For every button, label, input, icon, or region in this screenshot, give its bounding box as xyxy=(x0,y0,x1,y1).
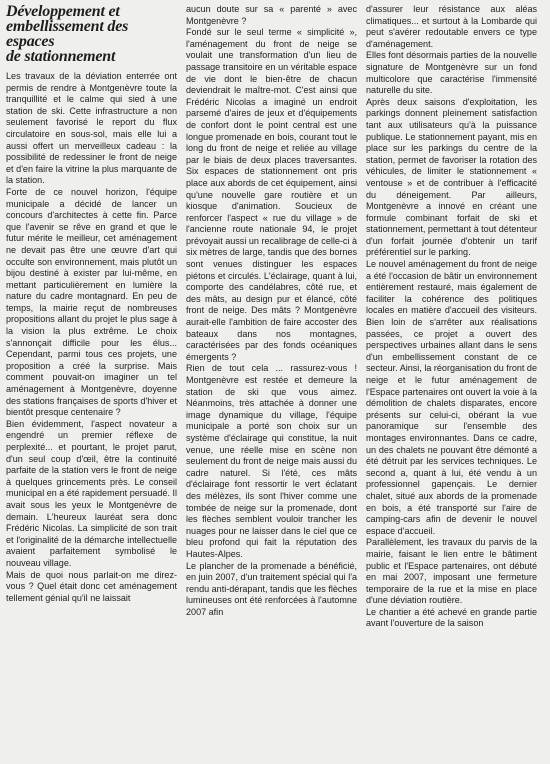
paragraph: Mais de quoi nous parlait-on me direz-vous ? Quel était donc cet aménagement tellement génial qu'il ne laissait xyxy=(6,569,177,603)
paragraph: Bien évidemment, l'aspect novateur a engendré un premier réflexe de perplexité... et pourtant, le projet parut, d'un seul coup d'œil, être la continuité parfaite de la station vers le front de neige à quelques grincements près. Le conseil municipal en a été rapidement persuadé. Il avait sous les yeux le Montgenèvre de demain. L'heureux lauréat sera donc Frédéric Nicolas. La simplicité de son trait et l'originalité de la démarche intellectuelle avaient parfaitement symbolisé le nouveau village. xyxy=(6,418,177,568)
column-3 xyxy=(366,4,537,764)
paragraph: Rien de tout cela ... rassurez-vous ! Montgenèvre est restée et demeure la station de ski que vous aimez. Néanmoins, très attachée à donner une image dynamique du village, l'équipe municipale a porté son choix sur un système d'éclairage qui constitue, la nuit venue, une réelle mise en scène non seulement du front de neige mais aussi du cadre naturel. Si l'été, ces mâts d'éclairage font ressortir le vert éclatant des mélèzes, ils sont l'hiver comme une tombée de neige sur la promenade, dont les flèches semblent vouloir trancher les nuages pour ne laisser dans le ciel que ce bleu profond qui fait la réputation des Hautes-Alpes. xyxy=(186,363,357,559)
paragraph: Le chantier a été achevé en grande partie avant l'ouverture de la saison xyxy=(366,606,537,629)
column-1 xyxy=(6,4,177,764)
paragraph: d'assurer leur résistance aux aléas climatiques... et surtout à la Lombarde qui peut s'avérer redoutable envers ce type d'aménagement. xyxy=(366,4,537,49)
paragraph: Le plancher de la promenade a bénéficié, en juin 2007, d'un traitement spécial qui l'a rendu anti-dérapant, tandis que les flèches lumineuses ont été renforcées à l'automne 2007 afin xyxy=(186,560,357,617)
paragraph: Le nouvel aménagement du front de neige a été l'occasion de bâtir un environnement entièrement restauré, mais également de faciliter la cohérence des politiques locales en matière d'accueil des visiteurs. Bien loin de s'arrêter aux réalisations passées, ce projet a ouvert des perspectives urbaines allant dans le sens d'un embellissement constant de ce secteur. Ainsi, la réorganisation du front de neige et le futur aménagement de l'Espace partenaires ont ouvert la voie à la démolition de chalets disparates, encore présents sur celui-ci, obérant la vue panoramique sur l'ensemble des montages environnantes. Dans ce cadre, un des chalets ne pouvant être démonté a été détruit par les services techniques. Le second a, quant à lui, été vendu à un professionnel gapençais. Le dernier chalet, situé aux abords de la promenade en bois, a été transporté sur l'aire de camping-cars afin de devenir le nouvel espace d'accueil. xyxy=(366,259,537,536)
column-2 xyxy=(186,4,357,764)
paragraph: Elles font désormais parties de la nouvelle signature de Montgenèvre sur un fond multicolore que caractérise l'immensité naturelle du site. xyxy=(366,50,537,96)
paragraph: Après deux saisons d'exploitation, les parkings donnent pleinement satisfaction tant aux utilisateurs qu'à la puissance publique. Le stationnement payant, mis en place sur les parkings du centre de la station, permet de favoriser la rotation des véhicules, de limiter le stationnement « ventouse » et de contribuer à l'efficacité du déneigement. Par ailleurs, Montgenèvre a innové en créant une formule combinant forfait de ski et stationnement, permettant à tout détenteur d'un forfait journée d'obtenir un tarif préférentiel sur le parking. xyxy=(366,96,537,258)
title-line: espaces xyxy=(6,33,55,50)
title-line: de stationnement xyxy=(6,48,116,65)
paragraph: Forte de ce nouvel horizon, l'équipe municipale a décidé de lancer un concours d'architectes à cette fin. Parce que l'avenir se rêve en grand et que le futur mérite le meilleur, cet aménagement ne devait pas être une œuvre d'art qui occulte son environnement, mais plutôt un bijou destiné à exister par lui-même, en mettant particulièrement en lumière la nature du cadre montagnard. En peu de temps, la mairie reçut de nombreuses propositions allant du projet le plus sage à la vision la plus extrême. Le choix s'annonçait difficile pour les élus... Cependant, parmi tous ces projets, une proposition a créé la surprise. Mais comment pouvait-on imaginer un tel aménagement à Montgenèvre, doyenne des stations françaises de sports d'hiver et bientôt presque centenaire ? xyxy=(6,186,177,418)
paragraph: Les travaux de la déviation enterrée ont permis de rendre à Montgenèvre toute la tranquillité et le calme qui sied à une station de ski. Cette infrastructure a non seulement favorisé le report du flux circulatoire en sous-sol, mais elle lui a aussi offert un merveilleux cadeau : la possibilité de redessiner le front de neige et d'en faire la vitrine la plus marquante de la station. xyxy=(6,71,177,186)
paragraph: Fondé sur le seul terme « simplicité », l'aménagement du front de neige se voulait une transformation d'un lieu de passage transitoire en un véritable espace de vie dont le bien-être de chacun deviendrait le maître-mot. C'est ainsi que Frédéric Nicolas a imaginé un endroit parsemé d'aires de jeux et d'équipements de confort dont le point central est une longue promenade en bois, courant tout le long du front de neige et reliée au village par le biais de deux places traversantes. Six espaces de stationnement ont pris place aux abords de cet équipement, ainsi qu'une nouvelle gare routière et un kiosque d'animation. Soucieux de renforcer l'aspect « rue du village » de l'ancienne route nationale 94, le projet prévoyait aussi un recalibrage de celle-ci à six mètres de large, tandis que des bornes sont venues distinguer les espaces piétons et circulés. L'éclairage, quant à lui, comporte des candélabres, côté rue, et des mâts, au design pur et élancé, côté front de neige. Des mâts ? Montgenèvre aurait-elle l'ambition de faire accoster des bateaux dans nos montagnes, caractérisées par des fonds océaniques émergents ? xyxy=(186,27,357,362)
title-line: Développement et xyxy=(6,3,120,20)
title-line: embellissement des xyxy=(6,18,129,35)
paragraph: aucun doute sur sa « parenté » avec Montgenèvre ? xyxy=(186,4,357,26)
article-title xyxy=(6,4,177,64)
paragraph: Parallèlement, les travaux du parvis de la mairie, faisant le lien entre le bâtiment public et l'Espace partenaires, ont débuté en mai 2007, imposant une fermeture temporaire de la rue et la mise en place d'une déviation routière. xyxy=(366,537,537,606)
